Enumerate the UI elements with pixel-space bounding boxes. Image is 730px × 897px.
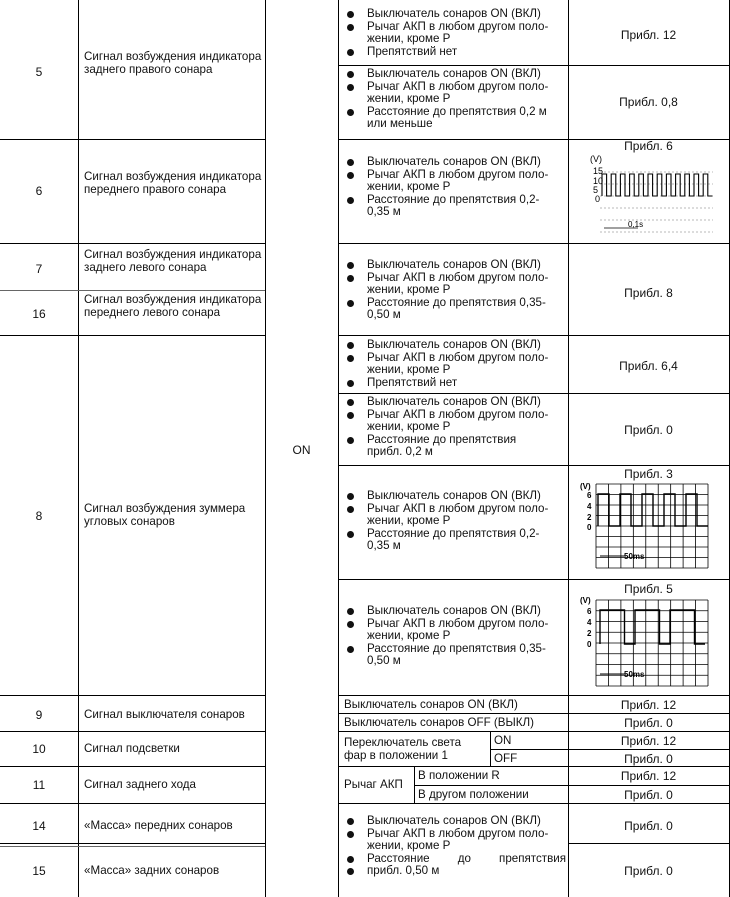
pin-number: 15 xyxy=(32,864,46,878)
condition-item: Выключатель сонаров ON (ВКЛ) xyxy=(344,156,566,169)
value: Прибл. 8 xyxy=(624,286,673,300)
position-other: В другом положении xyxy=(418,788,529,801)
ignition-state: ON xyxy=(292,443,311,457)
condition-text: Выключатель сонаров ON (ВКЛ) xyxy=(344,698,518,711)
tick-label: 0 xyxy=(587,640,592,649)
tick-label: 5 xyxy=(593,185,599,195)
oscillogram-pin8-a xyxy=(578,478,713,575)
pin-number: 14 xyxy=(32,819,46,833)
pin-number: 11 xyxy=(32,778,46,792)
condition-item: прибл. 0,50 м xyxy=(344,865,566,878)
condition-item: Выключатель сонаров ON (ВКЛ) xyxy=(344,396,566,409)
conditions-list xyxy=(344,156,566,219)
condition-item: Выключатель сонаров ON (ВКЛ) xyxy=(344,8,566,21)
value: Прибл. 12 xyxy=(620,698,677,712)
signal-label: Сигнал возбуждения индикатора заднего правого сонара xyxy=(84,50,262,77)
condition-item: Выключатель сонаров ON (ВКЛ) xyxy=(344,815,566,828)
value: Прибл. 0 xyxy=(624,423,673,437)
condition-item: Расстояние до препятствия 0,2- 0,35 м xyxy=(344,528,566,553)
condition-item: Препятствий нет xyxy=(344,46,566,59)
value: Прибл. 12 xyxy=(620,734,677,748)
pin-number: 5 xyxy=(35,65,43,79)
condition-item: Рычаг АКП в любом другом поло- жении, кроме P xyxy=(344,352,566,377)
condition-item: Расстояние до препятствия 0,2 м или меньше xyxy=(344,106,566,131)
value: Прибл. 0 xyxy=(624,864,673,878)
tick-label: 6 xyxy=(587,491,592,500)
condition-item: Расстояние до препятствия 0,35- 0,50 м xyxy=(344,297,566,322)
condition-item: Рычаг АКП в любом другом поло- жении, кроме P xyxy=(344,618,566,643)
headlight-switch-label: Переключатель света фар в положении 1 xyxy=(344,736,462,763)
pin-number: 9 xyxy=(35,708,43,722)
unit-label: (V) xyxy=(580,596,591,605)
condition-item: Расстояние до препятствия xyxy=(344,853,566,866)
value: Прибл. 6 xyxy=(624,139,673,153)
signal-label: Сигнал возбуждения зуммера угловых сонаров xyxy=(84,502,246,529)
condition-item: Выключатель сонаров ON (ВКЛ) xyxy=(344,259,566,272)
tick-label: 2 xyxy=(587,513,592,522)
waveform xyxy=(600,610,705,644)
tick-label: 10 xyxy=(593,176,604,186)
condition-item: Выключатель сонаров ON (ВКЛ) xyxy=(344,339,566,352)
state-on: ON xyxy=(494,734,512,747)
value: Прибл. 0,8 xyxy=(619,95,678,109)
condition-item: Расстояние до препятствия 0,2- 0,35 м xyxy=(344,194,566,219)
condition-item: Рычаг АКП в любом другом поло- жении, кроме P xyxy=(344,828,566,853)
pin-number: 10 xyxy=(32,742,46,756)
signal-label: Сигнал выключателя сонаров xyxy=(84,708,245,721)
signal-label: Сигнал заднего хода xyxy=(84,778,197,791)
conditions-list xyxy=(344,605,566,668)
value: Прибл. 3 xyxy=(624,467,673,481)
condition-item: Выключатель сонаров ON (ВКЛ) xyxy=(344,68,566,81)
value: Прибл. 5 xyxy=(624,582,673,596)
conditions-list xyxy=(344,259,566,322)
position-r: В положении R xyxy=(418,769,500,782)
unit-label: (V) xyxy=(590,154,602,164)
conditions-list xyxy=(344,490,566,553)
condition-item: Расстояние до препятствия прибл. 0,2 м xyxy=(344,434,566,459)
pin-number: 16 xyxy=(32,307,46,321)
value: Прибл. 0 xyxy=(624,819,673,833)
time-label: 50ms xyxy=(624,670,645,679)
signal-label: «Масса» передних сонаров xyxy=(84,819,233,832)
conditions-list xyxy=(344,8,566,58)
conditions-list xyxy=(344,815,566,878)
waveform xyxy=(598,494,708,526)
pin-number: 6 xyxy=(35,184,43,198)
value: Прибл. 6,4 xyxy=(619,359,678,373)
tick-label: 2 xyxy=(587,629,592,638)
condition-item: Препятствий нет xyxy=(344,377,566,390)
tick-label: 4 xyxy=(587,618,592,627)
conditions-list xyxy=(344,339,566,389)
tick-label: 15 xyxy=(593,166,604,176)
condition-item: Рычаг АКП в любом другом поло- жении, кроме P xyxy=(344,409,566,434)
waveform xyxy=(602,174,712,196)
value: Прибл. 12 xyxy=(620,28,677,42)
gear-lever-label: Рычаг АКП xyxy=(344,778,403,791)
time-label: 50ms xyxy=(624,552,645,561)
conditions-list xyxy=(344,68,566,131)
time-label: 0,1s xyxy=(628,220,644,229)
state-off: OFF xyxy=(494,752,518,765)
signal-label: Сигнал подсветки xyxy=(84,742,180,755)
value: Прибл. 0 xyxy=(624,752,673,766)
oscillogram-pin8-b xyxy=(578,592,713,689)
condition-item: Рычаг АКП в любом другом поло- жении, кроме P xyxy=(344,169,566,194)
condition-item: Рычаг АКП в любом другом поло- жении, кроме P xyxy=(344,21,566,46)
condition-item: Выключатель сонаров ON (ВКЛ) xyxy=(344,605,566,618)
condition-item: Выключатель сонаров ON (ВКЛ) xyxy=(344,490,566,503)
oscillogram-pin6 xyxy=(578,152,723,240)
value: Прибл. 0 xyxy=(624,788,673,802)
value: Прибл. 0 xyxy=(624,716,673,730)
condition-item: Рычаг АКП в любом другом поло- жении, кроме P xyxy=(344,503,566,528)
tick-label: 0 xyxy=(587,523,592,532)
condition-item: Рычаг АКП в любом другом поло- жении, кроме P xyxy=(344,81,566,106)
condition-text: Выключатель сонаров OFF (ВЫКЛ) xyxy=(344,716,534,729)
condition-item: Расстояние до препятствия 0,35- 0,50 м xyxy=(344,643,566,668)
tick-label: 0 xyxy=(595,194,601,204)
tick-label: 6 xyxy=(587,607,592,616)
signal-label: «Масса» задних сонаров xyxy=(84,864,220,877)
tick-label: 4 xyxy=(587,502,592,511)
condition-item: Рычаг АКП в любом другом поло- жении, кроме P xyxy=(344,272,566,297)
conditions-list xyxy=(344,396,566,459)
signal-label: Сигнал возбуждения индикатора переднего левого сонара xyxy=(84,293,262,320)
pin-number: 7 xyxy=(35,262,43,276)
unit-label: (V) xyxy=(580,482,591,491)
signal-label: Сигнал возбуждения индикатора заднего левого сонара xyxy=(84,248,262,275)
signal-label: Сигнал возбуждения индикатора переднего правого сонара xyxy=(84,170,262,197)
pin-number: 8 xyxy=(35,509,43,523)
value: Прибл. 12 xyxy=(620,769,677,783)
